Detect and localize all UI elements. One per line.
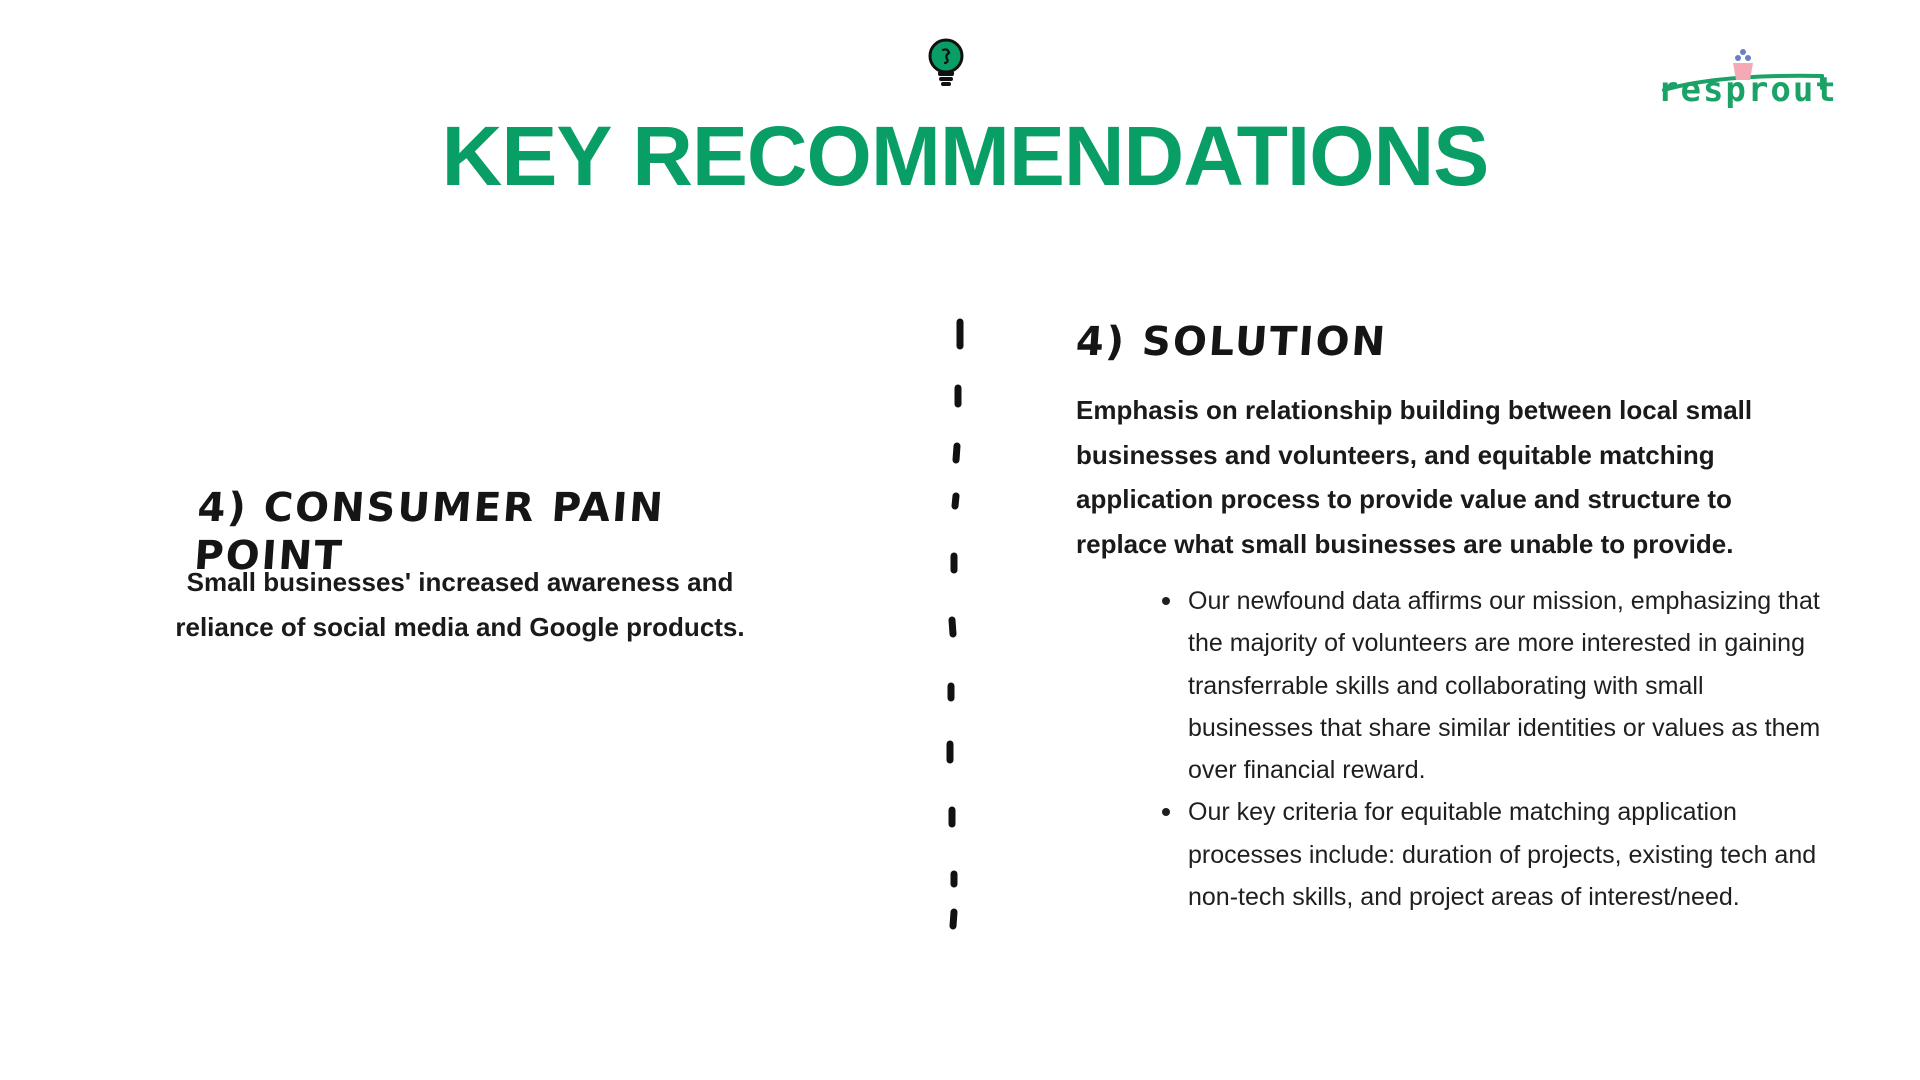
solution-bullet-list xyxy=(1188,580,1828,918)
lightbulb-icon xyxy=(924,38,968,88)
pain-point-body: Small businesses' increased awareness and reliance of social media and Google products. xyxy=(175,567,745,642)
solution-body: Emphasis on relationship building between local small businesses and volunteers, and equitable matching application process to provide value and structure to replace what small businesses are unable to provide. xyxy=(1076,395,1753,559)
pain-point-heading: 4) CONSUMER PAIN POINT xyxy=(192,485,667,579)
slide-title: KEY RECOMMENDATIONS xyxy=(441,109,1489,203)
solution-heading: 4) SOLUTION xyxy=(1074,319,1389,365)
bullet-dot xyxy=(1162,808,1170,816)
resprout-logo xyxy=(1658,48,1838,114)
dashed-divider xyxy=(936,316,976,932)
logo-wordmark: resprout xyxy=(1658,70,1838,110)
list-item xyxy=(1188,580,1828,791)
bullet-dot xyxy=(1162,597,1170,605)
list-item xyxy=(1188,791,1828,918)
bullet-text: Our key criteria for equitable matching application processes include: duration of projects, existing tech and non-tech skills, and project areas of interest/need. xyxy=(1188,798,1817,912)
bullet-text: Our newfound data affirms our mission, emphasizing that the majority of volunteers are more interested in gaining transferrable skills and collaborating with small businesses that share similar identities or values as them over financial reward. xyxy=(1188,587,1821,785)
